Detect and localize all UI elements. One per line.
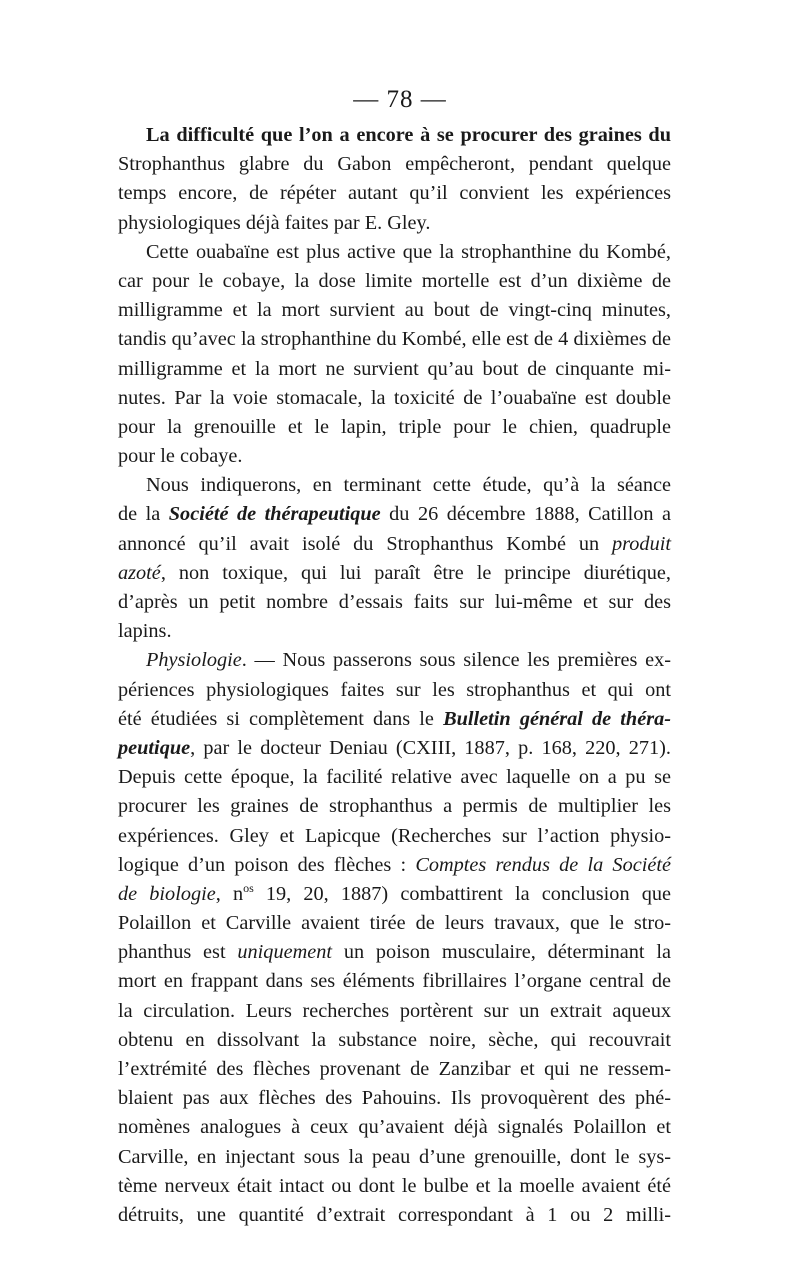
text-segment: obtenu en dissolvant la substance noire, sèche, qui recouvrait <box>118 1028 671 1051</box>
text-segment: Physiologie <box>146 649 242 672</box>
text-segment: . — Nous passerons sous silence les premières ex- <box>241 649 671 672</box>
text-line <box>118 851 671 880</box>
text-line <box>118 1172 671 1201</box>
text-segment: produit <box>612 532 671 555</box>
text-line <box>118 676 671 705</box>
text-line <box>118 471 671 500</box>
text-segment: azoté <box>118 561 161 584</box>
text-segment: un poison musculaire, déterminant la <box>332 941 671 964</box>
text-line <box>118 500 671 529</box>
text-line <box>118 588 671 617</box>
text-line <box>118 355 671 384</box>
text-segment: Société de thérapeutique <box>168 503 381 526</box>
text-line <box>118 296 671 325</box>
text-line <box>118 179 671 208</box>
text-line <box>118 822 671 851</box>
text-segment: expériences. Gley et Lapicque (Recherches sur l’action physio- <box>118 824 671 847</box>
text-segment: milligramme et la mort ne survient qu’au bout de cinquante mi- <box>118 357 671 380</box>
text-line <box>118 646 671 675</box>
text-segment: été étudiées si complètement dans le <box>118 707 444 730</box>
text-segment: nomènes analogues à ceux qu’avaient déjà signalés Polaillon et <box>118 1116 671 1139</box>
text-line <box>118 909 671 938</box>
text-segment: car pour le cobaye, la dose limite mortelle est d’un dixième de <box>118 269 671 292</box>
text-line <box>118 997 671 1026</box>
text-segment: de biologie <box>118 882 216 905</box>
text-segment: pour le cobaye. <box>118 445 243 468</box>
text-segment: logique d’un poison des flèches : <box>118 853 416 876</box>
text-segment: détruits, une quantité d’extrait correspondant à 1 ou 2 milli- <box>118 1203 671 1226</box>
text-segment: lapins. <box>118 620 172 643</box>
text-line <box>118 1084 671 1113</box>
text-segment: Comptes rendus de la Société <box>415 853 671 876</box>
text-segment: physiologiques déjà faites par E. Gley. <box>118 211 431 234</box>
text-segment: , non toxique, qui lui paraît être le principe diurétique, <box>160 561 671 584</box>
text-segment: Nous indiquerons, en terminant cette étude, qu’à la séance <box>146 474 671 497</box>
text-segment: périences physiologiques faites sur les strophanthus et qui ont <box>118 678 671 701</box>
text-line <box>118 792 671 821</box>
text-line <box>118 617 671 646</box>
page-number: — 78 — <box>353 86 447 113</box>
text-line <box>118 1143 671 1172</box>
text-segment: procurer les graines de strophanthus a permis de multiplier les <box>118 795 671 818</box>
text-segment: de la <box>118 503 169 526</box>
text-segment: Depuis cette époque, la facilité relative avec laquelle on a pu se <box>118 766 671 789</box>
text-segment: pour la grenouille et le lapin, triple pour le chien, quadruple <box>118 415 671 438</box>
text-line <box>118 442 671 471</box>
text-line <box>118 238 671 267</box>
text-line <box>118 267 671 296</box>
text-segment: 19, 20, 1887) combattirent la conclusion que <box>253 882 671 905</box>
text-segment: nutes. Par la voie stomacale, la toxicité de l’ouabaïne est double <box>118 386 671 409</box>
text-segment: l’extrémité des flèches provenant de Zanzibar et qui ne ressem- <box>118 1058 671 1080</box>
text-segment: d’après un petit nombre d’essais faits sur lui-même et sur des <box>118 591 671 613</box>
text-segment: Carville, en injectant sous la peau d’une grenouille, dont le sys- <box>118 1145 671 1168</box>
text-segment: phanthus est <box>118 941 238 964</box>
text-segment: blaient pas aux flèches des Pahouins. Ils provoquèrent des phé- <box>118 1087 671 1110</box>
text-segment: mort en frappant dans ses éléments fibrillaires l’organe central de <box>118 970 671 993</box>
text-segment: , par le docteur Deniau (CXIII, 1887, p. 168, 220, 271). <box>190 736 671 759</box>
text-line <box>118 880 671 909</box>
text-line <box>118 150 671 179</box>
text-segment: os <box>243 881 254 896</box>
text-segment: annoncé qu’il avait isolé du Strophanthus Kombé un <box>118 532 613 555</box>
text-segment: la circulation. Leurs recherches portèrent sur un extrait aqueux <box>118 999 671 1022</box>
text-segment: du 26 décembre 1888, Catillon a <box>380 503 671 526</box>
text-line <box>118 1055 671 1084</box>
text-line <box>118 413 671 442</box>
text-line <box>118 1113 671 1142</box>
text-segment: temps encore, de répéter autant qu’il convient les expériences <box>118 182 671 205</box>
text-segment: Strophanthus glabre du Gabon empêcheront, pendant quelque <box>118 153 671 176</box>
text-line <box>118 325 671 354</box>
text-segment: peutique <box>118 736 191 759</box>
text-segment: Polaillon et Carville avaient tirée de leurs travaux, que le stro- <box>118 912 671 935</box>
text-line <box>118 1026 671 1055</box>
text-segment: La difficulté que l’on a encore à se procurer des graines du <box>146 124 671 146</box>
text-segment: Bulletin général de théra- <box>443 707 671 730</box>
body-text <box>118 121 671 1230</box>
text-segment: , n <box>215 882 244 905</box>
text-line <box>118 938 671 967</box>
text-line <box>118 121 671 150</box>
text-line <box>118 705 671 734</box>
text-line <box>118 967 671 996</box>
text-segment: milligramme et la mort survient au bout de vingt-cinq minutes, <box>118 299 671 322</box>
text-segment: tandis qu’avec la strophanthine du Kombé, elle est de 4 dixièmes de <box>118 328 671 351</box>
text-line <box>118 763 671 792</box>
text-line <box>118 530 671 559</box>
text-line <box>118 559 671 588</box>
text-segment: Cette ouabaïne est plus active que la strophanthine du Kombé, <box>146 240 671 263</box>
text-line <box>118 734 671 763</box>
text-line <box>118 209 671 238</box>
text-line <box>118 384 671 413</box>
text-segment: uniquement <box>237 941 333 964</box>
text-line <box>118 1201 671 1230</box>
text-segment: tème nerveux était intact ou dont le bulbe et la moelle avaient été <box>118 1174 671 1197</box>
